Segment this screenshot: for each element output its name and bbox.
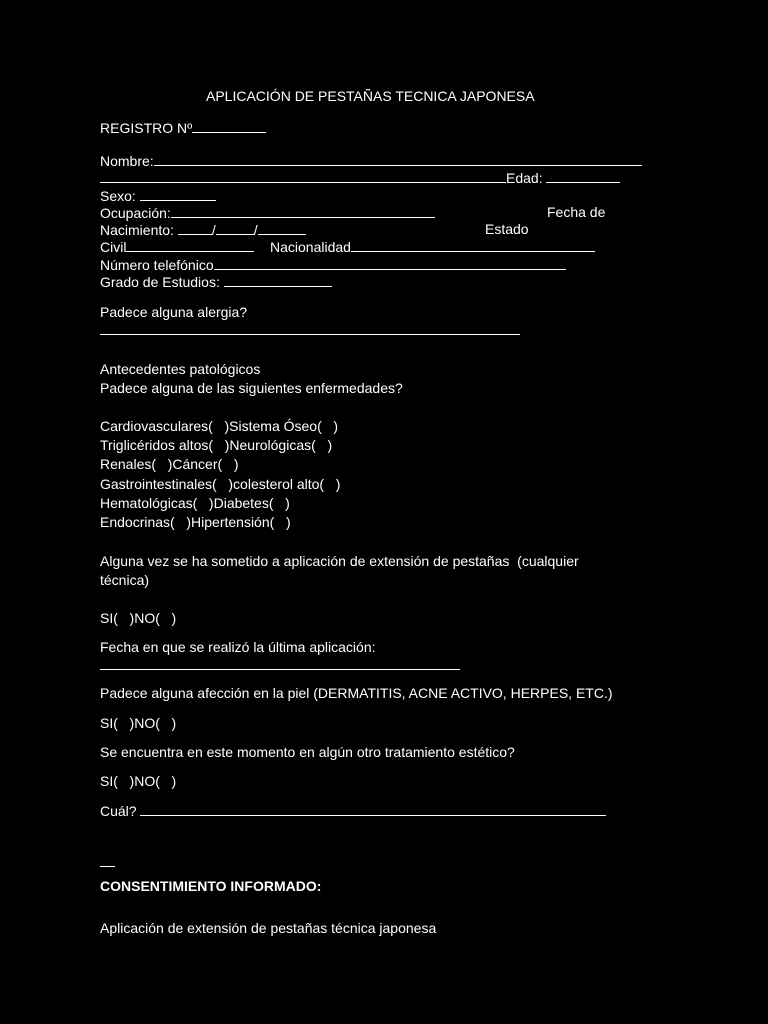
- edad-label: Edad:: [506, 170, 543, 186]
- extension-si-no[interactable]: SI( )NO( ): [100, 610, 177, 626]
- enfermedad-item: Renales( )Cáncer( ): [100, 456, 239, 472]
- civil-row: [100, 238, 254, 256]
- nacionalidad-field[interactable]: [351, 238, 595, 252]
- grado-field[interactable]: [224, 273, 332, 287]
- afeccion-si-no[interactable]: SI( )NO( ): [100, 715, 177, 731]
- registro-label: REGISTRO Nº: [100, 120, 193, 136]
- extension-question-line1: Alguna vez se ha sometido a aplicación de extensión de pestañas (cualquier: [100, 553, 579, 569]
- cual-row: [100, 802, 606, 820]
- ocupacion-row: [100, 204, 435, 222]
- sexo-field[interactable]: [140, 187, 216, 201]
- cual-field[interactable]: [140, 802, 606, 816]
- telefono-label: Número telefónico: [100, 257, 214, 273]
- nombre-row: [100, 152, 642, 170]
- nacimiento-label: Nacimiento:: [100, 222, 174, 238]
- nombre-label: Nombre:: [100, 153, 154, 169]
- enfermedades-question: Padece alguna de las siguientes enfermedades?: [100, 380, 403, 396]
- civil-label: Civil: [100, 239, 127, 255]
- estado-label: Estado: [485, 221, 529, 237]
- dia-field[interactable]: [178, 221, 212, 235]
- afeccion-question: Padece alguna afección en la piel (DERMATITIS, ACNE ACTIVO, HERPES, ETC.): [100, 685, 613, 701]
- telefono-field[interactable]: [214, 256, 566, 270]
- slash-1: /: [211, 222, 216, 238]
- enfermedad-item: Gastrointestinales( )colesterol alto( ): [100, 476, 341, 492]
- edad-row: [100, 169, 620, 187]
- anio-field[interactable]: [258, 221, 306, 235]
- extension-question-line2: técnica): [100, 572, 150, 588]
- grado-row: [100, 273, 332, 291]
- telefono-row: [100, 256, 566, 274]
- divider-dash: [100, 866, 115, 867]
- nombre-field[interactable]: [154, 152, 642, 166]
- tratamiento-si-no[interactable]: SI( )NO( ): [100, 773, 177, 789]
- fecha-ultima-field[interactable]: [100, 656, 460, 670]
- slash-2: /: [253, 222, 258, 238]
- enfermedad-item: Cardiovasculares( )Sistema Óseo( ): [100, 418, 339, 434]
- consentimiento-heading: CONSENTIMIENTO INFORMADO:: [100, 878, 322, 894]
- tratamiento-question: Se encuentra en este momento en algún otro tratamiento estético?: [100, 744, 515, 760]
- cual-label: Cuál?: [100, 803, 137, 819]
- fecha-de-label: Fecha de: [547, 204, 606, 220]
- alergia-field[interactable]: [100, 321, 520, 335]
- nacionalidad-row: [270, 238, 595, 256]
- nacimiento-row: [100, 221, 306, 239]
- ocupacion-field[interactable]: [171, 204, 435, 218]
- fecha-ultima-question: Fecha en que se realizó la última aplicación:: [100, 639, 376, 655]
- ocupacion-label: Ocupación:: [100, 205, 171, 221]
- form-title: APLICACIÓN DE PESTAÑAS TECNICA JAPONESA: [206, 88, 535, 104]
- sexo-row: [100, 187, 216, 205]
- antecedentes-heading: Antecedentes patológicos: [100, 361, 261, 377]
- grado-label: Grado de Estudios:: [100, 274, 220, 290]
- nacionalidad-label: Nacionalidad: [270, 239, 351, 255]
- sexo-label: Sexo:: [100, 188, 136, 204]
- civil-field[interactable]: [126, 238, 254, 252]
- enfermedad-item: Triglicéridos altos( )Neurológicas( ): [100, 437, 333, 453]
- consentimiento-text: Aplicación de extensión de pestañas técnica japonesa: [100, 920, 437, 936]
- mes-field[interactable]: [216, 221, 254, 235]
- alergia-question: Padece alguna alergia?: [100, 304, 248, 320]
- registro-row: [100, 119, 266, 137]
- edad-field[interactable]: [546, 169, 620, 183]
- nombre-field-continued[interactable]: [100, 169, 506, 183]
- registro-field[interactable]: [192, 119, 266, 133]
- enfermedad-item: Endocrinas( )Hipertensión( ): [100, 514, 291, 530]
- enfermedad-item: Hematológicas( )Diabetes( ): [100, 495, 290, 511]
